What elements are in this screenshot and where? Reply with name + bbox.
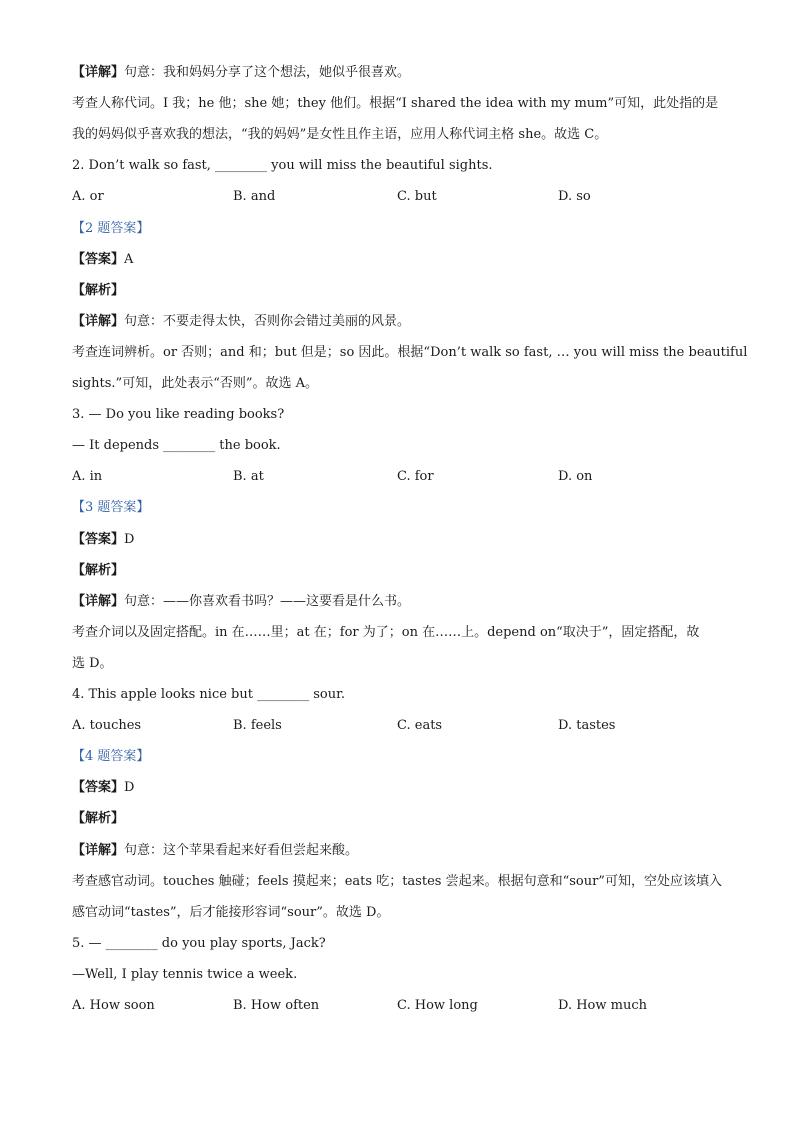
text-line (72, 810, 124, 828)
line-text: 考查介词以及固定搭配。in 在……里；at 在；for 为了；on 在……上。depend on“取决于”，固定搭配，故 (72, 625, 700, 640)
text-line (72, 748, 149, 766)
option-b: B. and (233, 189, 276, 204)
text-line (72, 655, 113, 673)
line-text: sights.”可知，此处表示“否则”。故选 A。 (72, 376, 319, 391)
line-text: 句意：这个苹果看起来好看但尝起来酸。 (124, 843, 359, 858)
text-line (72, 593, 410, 611)
section-label: 【答案】 (72, 532, 125, 547)
option-b: B. How often (233, 998, 320, 1013)
option-a: A. How soon (72, 998, 155, 1013)
text-line (72, 313, 410, 331)
text-line (72, 375, 318, 393)
line-text: 句意：——你喜欢看书吗？——这要看是什么书。 (124, 594, 411, 609)
line-text: D (124, 780, 135, 795)
line-text: 感官动词“tastes”，后才能接形容词“sour”。故选 D。 (72, 905, 390, 920)
text-line (72, 157, 493, 175)
option-c: C. for (397, 469, 434, 484)
line-text: 句意：不要走得太快，否则你会错过美丽的风景。 (124, 314, 411, 329)
section-label: 【详解】 (72, 314, 125, 329)
option-d: D. so (558, 189, 591, 204)
option-c: C. How long (397, 998, 478, 1013)
line-text: 5. — ________ do you play sports, Jack? (72, 936, 326, 951)
section-label: 【解析】 (72, 563, 125, 578)
text-line (72, 220, 149, 238)
option-d: D. tastes (558, 718, 616, 733)
line-text: A (124, 252, 134, 267)
text-line (72, 686, 345, 704)
option-a: A. touches (72, 718, 142, 733)
text-line (72, 126, 607, 144)
question-answer-heading: 【4 题答案】 (72, 749, 150, 764)
line-text: 我的妈妈似乎喜欢我的想法，“我的妈妈”是女性且作主语，应用人称代词主格 she。故选 C。 (72, 127, 608, 142)
line-text: D (124, 532, 135, 547)
section-label: 【详解】 (72, 843, 125, 858)
section-label: 【答案】 (72, 252, 125, 267)
text-line (72, 624, 699, 642)
text-line (72, 344, 747, 362)
option-a: A. or (72, 189, 104, 204)
line-text: —Well, I play tennis twice a week. (72, 967, 298, 982)
line-text: 考查感官动词。touches 触碰；feels 摸起来；eats 吃；tastes 尝起来。根据句意和“sour”可知，空处应该填入 (72, 874, 722, 889)
line-text: 句意：我和妈妈分享了这个想法，她似乎很喜欢。 (124, 65, 411, 80)
text-line (72, 842, 358, 860)
line-text: 选 D。 (72, 656, 113, 671)
line-text: — It depends ________ the book. (72, 438, 281, 453)
option-c: C. but (397, 189, 437, 204)
text-line (72, 904, 389, 922)
text-line (72, 966, 297, 984)
text-line (72, 873, 722, 891)
line-text: 3. — Do you like reading books? (72, 407, 285, 422)
text-line (72, 935, 326, 953)
section-label: 【详解】 (72, 65, 125, 80)
line-text: 2. Don’t walk so fast, ________ you will miss the beautiful sights. (72, 158, 493, 173)
section-label: 【答案】 (72, 780, 125, 795)
question-answer-heading: 【2 题答案】 (72, 221, 150, 236)
line-text: 考查人称代词。I 我；he 他；she 她；they 他们。根据“I shared the idea with my mum”可知，此处指的是 (72, 96, 719, 111)
question-answer-heading: 【3 题答案】 (72, 500, 150, 515)
text-line (72, 499, 149, 517)
text-line (72, 251, 133, 269)
section-label: 【解析】 (72, 283, 125, 298)
line-text: 考查连词辨析。or 否则；and 和；but 但是；so 因此。根据“Don’t walk so fast, … you will miss the beautiful (72, 345, 748, 360)
text-line (72, 282, 124, 300)
option-d: D. How much (558, 998, 648, 1013)
line-text: 4. This apple looks nice but ________ sour. (72, 687, 346, 702)
option-c: C. eats (397, 718, 443, 733)
option-b: B. at (233, 469, 264, 484)
text-line (72, 64, 410, 82)
text-line (72, 437, 281, 455)
text-line (72, 95, 718, 113)
text-line (72, 779, 134, 797)
text-line (72, 406, 284, 424)
option-a: A. in (72, 469, 103, 484)
section-label: 【解析】 (72, 811, 125, 826)
option-d: D. on (558, 469, 593, 484)
section-label: 【详解】 (72, 594, 125, 609)
text-line (72, 562, 124, 580)
text-line (72, 531, 134, 549)
option-b: B. feels (233, 718, 282, 733)
